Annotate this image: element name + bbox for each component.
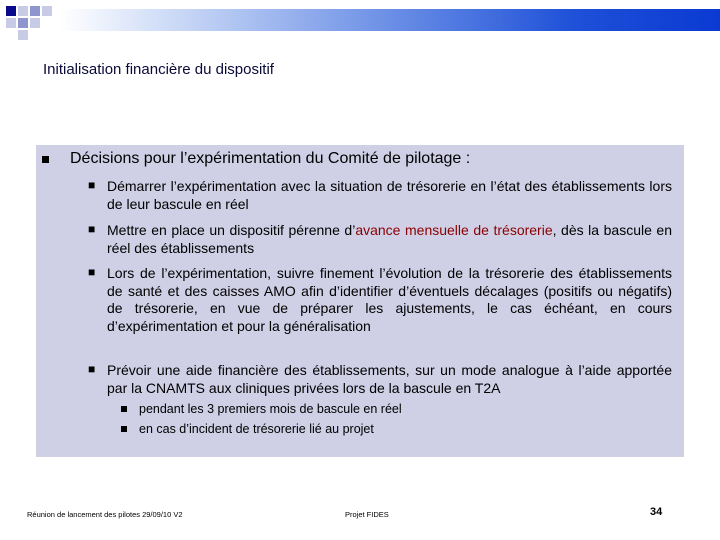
item-text-post: , dès la bascule en réel des établissements	[107, 222, 672, 256]
list-item: Lors de l’expérimentation, suivre finement l’évolution de la trésorerie des établissements de santé et des caisses AMO afin d’identifier d’éventuels décalages (positifs ou négatifs) de trésorerie, en vue de préparer les ajustements, le cas échéant, en cours d’expérimentation et pour la généralisation	[107, 265, 672, 334]
corner-square-8	[18, 30, 28, 40]
header-gradient-bar	[60, 9, 720, 31]
square-bullet-icon: ■	[88, 178, 96, 192]
slide-title: Initialisation financière du dispositif	[43, 61, 274, 78]
square-bullet-icon: ■	[88, 362, 96, 376]
item-text-highlight: avance mensuelle de trésorerie	[355, 222, 553, 238]
corner-square-4	[42, 6, 52, 16]
corner-square-3	[30, 6, 40, 16]
sub-list-item: pendant les 3 premiers mois de bascule en réel	[139, 402, 402, 416]
item-text-pre: Mettre en place un dispositif pérenne d’	[107, 222, 356, 238]
corner-square-6	[18, 18, 28, 28]
sub-list-item: en cas d’incident de trésorerie lié au projet	[139, 422, 374, 436]
square-bullet-icon: ■	[88, 222, 96, 236]
corner-square-7	[30, 18, 40, 28]
corner-square-5	[6, 18, 16, 28]
page-number: 34	[650, 506, 663, 518]
slide-heading: Décisions pour l’expérimentation du Comité de pilotage :	[70, 150, 471, 167]
list-item	[107, 222, 672, 257]
square-bullet-icon	[42, 156, 49, 163]
list-item: Prévoir une aide financière des établissements, sur un mode analogue à l’aide apportée par la CNAMTS aux cliniques privées lors de la bascule en T2A	[107, 362, 672, 396]
footer-center: Projet FIDES	[345, 510, 389, 519]
square-bullet-icon	[121, 406, 127, 412]
square-bullet-icon	[121, 426, 127, 432]
list-item: Démarrer l’expérimentation avec la situation de trésorerie en l’état des établissements lors de leur bascule en réel	[107, 178, 672, 212]
footer-left: Réunion de lancement des pilotes 29/09/10 V2	[27, 510, 183, 519]
corner-square-1	[6, 6, 16, 16]
square-bullet-icon: ■	[88, 265, 96, 279]
corner-square-2	[18, 6, 28, 16]
